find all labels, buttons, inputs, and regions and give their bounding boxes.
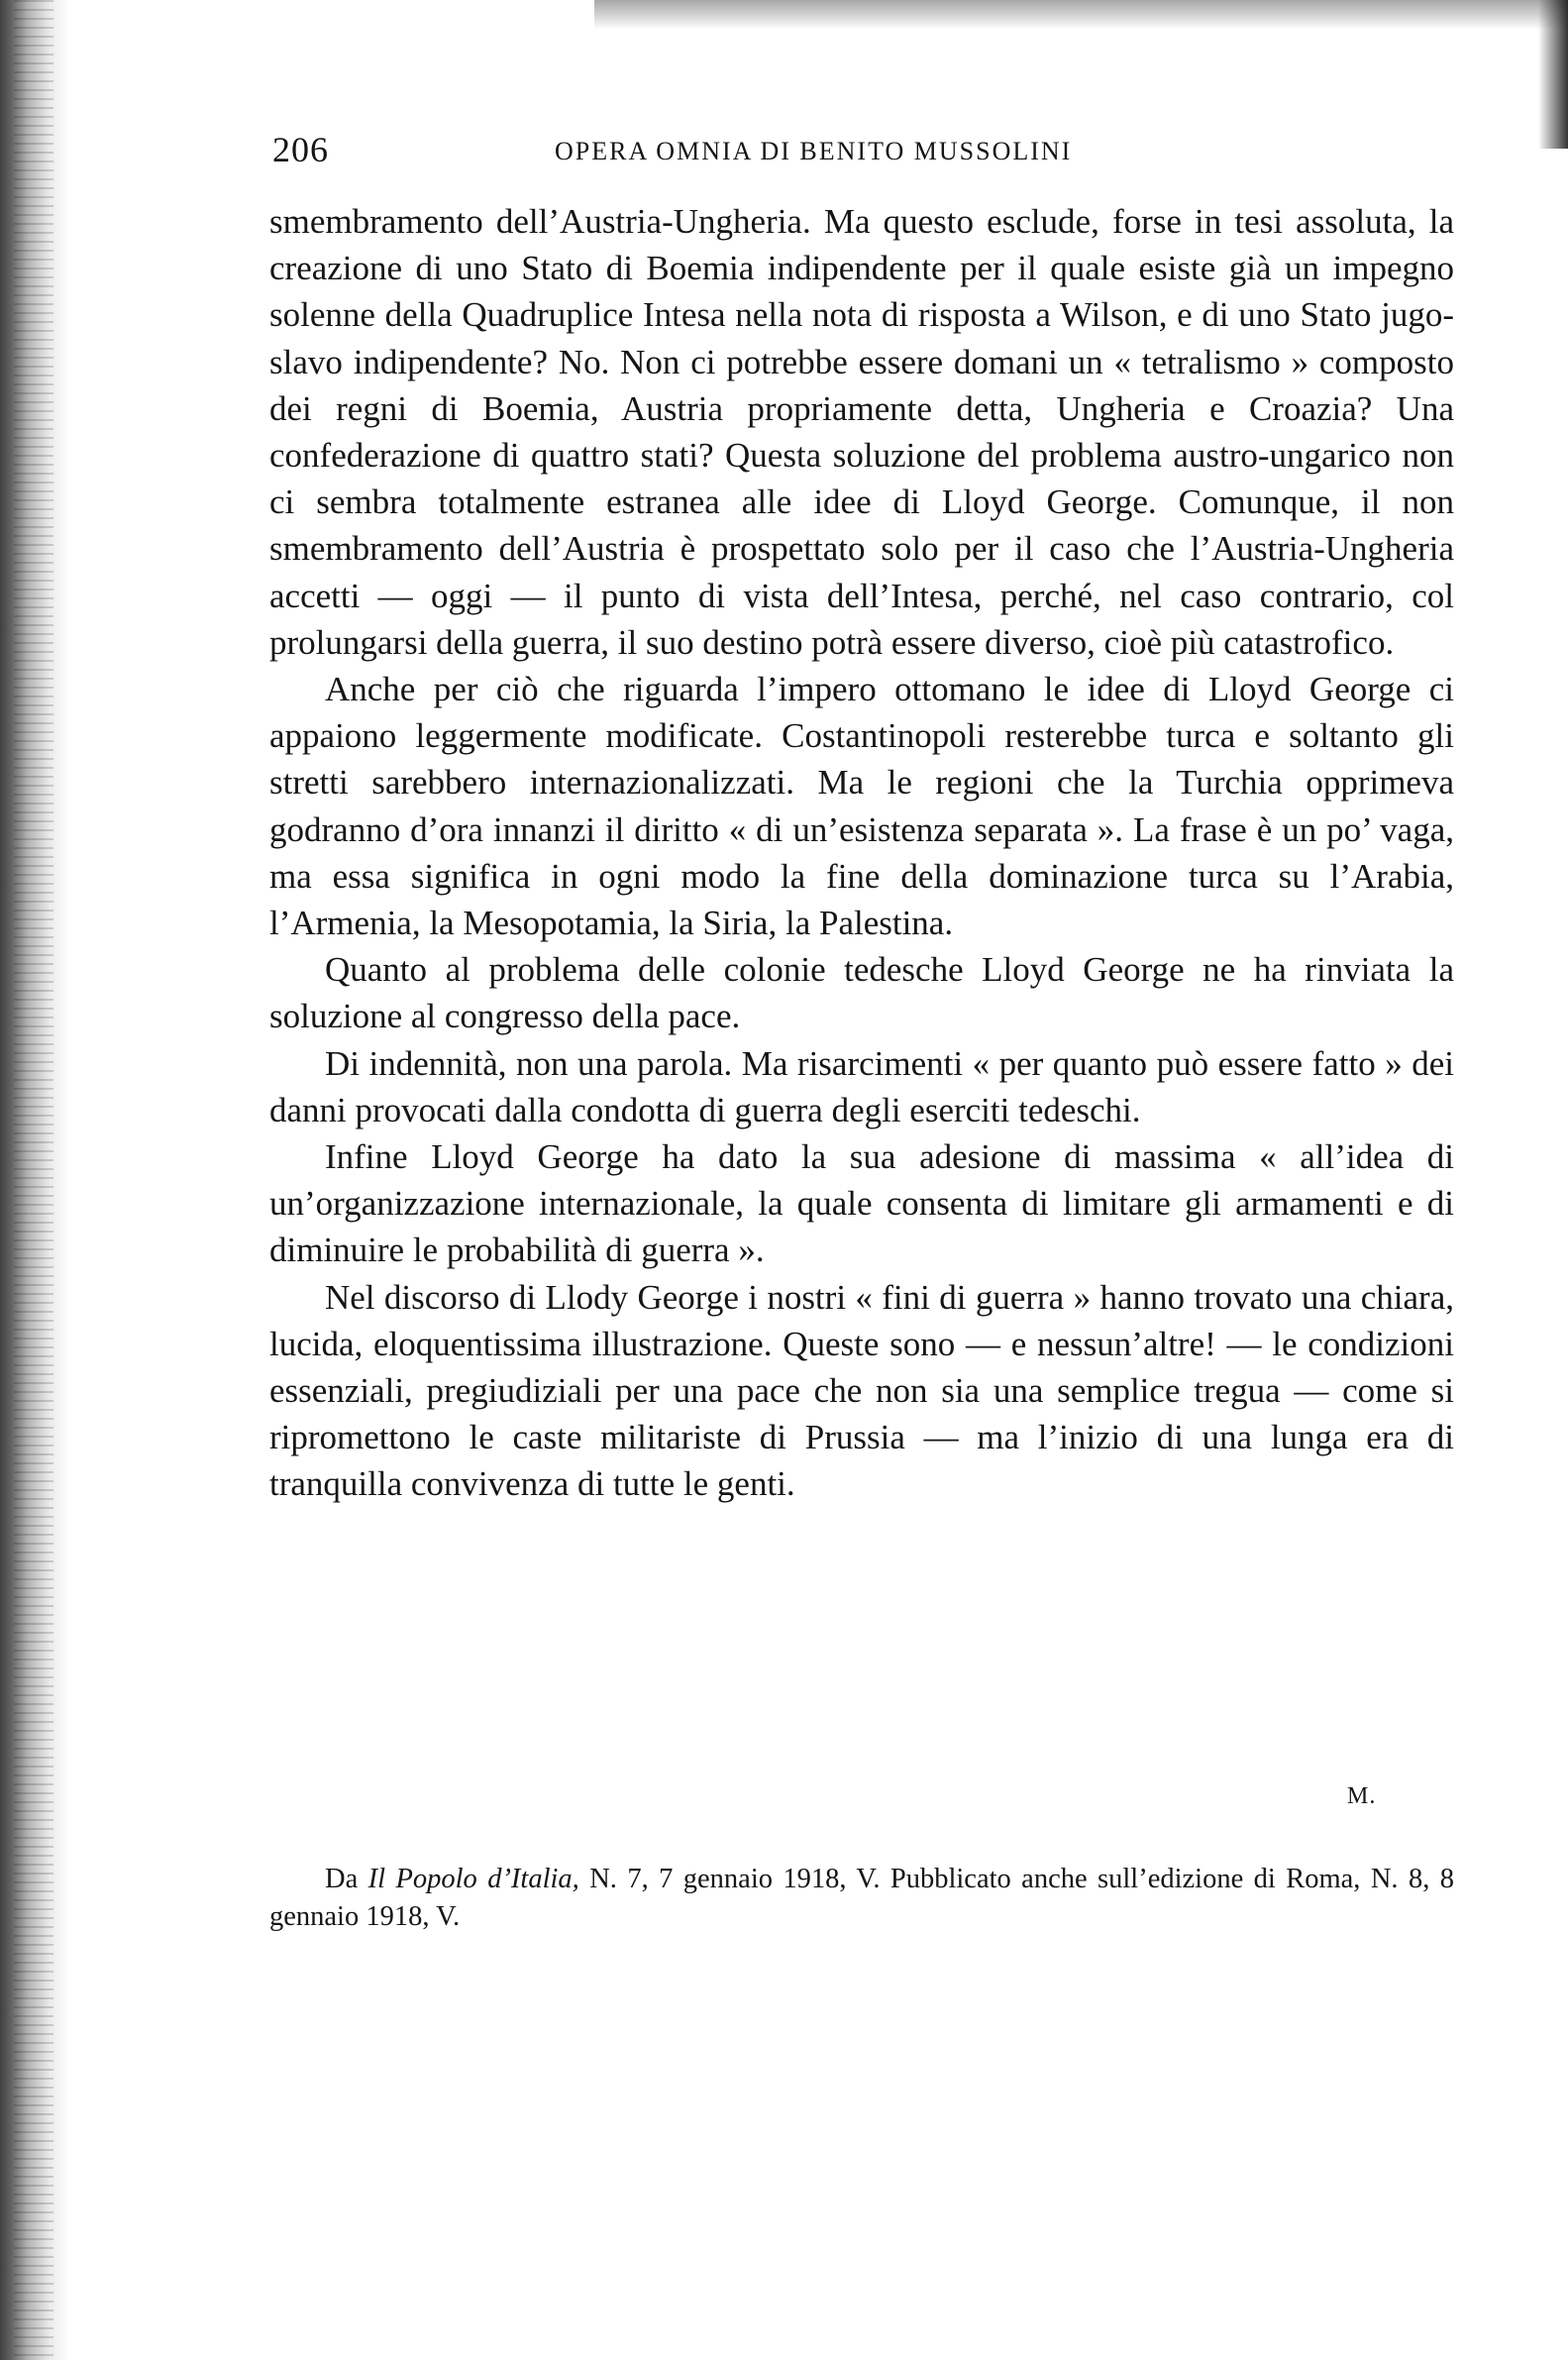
signature: M. bbox=[1347, 1783, 1377, 1809]
source-prefix: Da bbox=[325, 1864, 368, 1894]
paragraph: Anche per ciò che riguarda l’impero ottomano le idee di Lloyd George ci appaiono leggermente modificate. Costantinopoli resterebbe turca e soltanto gli stretti sarebbero internazionalizzati. Ma le regioni che la Turchia opprimeva godranno d’ora innanzi il diritto « di un’esistenza separata ». La frase è un po’ vaga, ma essa significa in ogni modo la fine della dominazione turca su l’Arabia, l’Armenia, la Mesopotamia, la Siria, la Palestina. bbox=[269, 670, 1454, 943]
paragraph: smembramento dell’Austria-Ungheria. Ma questo esclude, forse in tesi assoluta, la creazione di uno Stato di Boemia indipendente per il quale esiste già un impegno solenne della Quadruplice Intesa nella nota di risposta a Wilson, e di uno Stato jugo-slavo indipendente? No. Non ci potrebbe essere domani un « tetralismo » composto dei regni di Boemia, Austria propriamente detta, Ungheria e Croazia? Una confederazione di quattro stati? Questa soluzione del problema austro-ungarico non ci sembra totalmente estranea alle idee di Lloyd George. Comunque, il non smembramento dell’Austria è prospettato solo per il caso che l’Austria-Ungheria accetti — oggi — il punto di vista dell’Intesa, perché, nel caso contrario, col prolungarsi della guerra, il suo destino potrà essere diverso, cioè più catastrofico. bbox=[269, 202, 1454, 662]
binding-speckle bbox=[14, 0, 53, 2360]
paragraph: Quanto al problema delle colonie tedesche Lloyd George ne ha rinviata la soluzione al congresso della pace. bbox=[269, 950, 1454, 1036]
top-edge-shadow bbox=[594, 0, 1568, 30]
running-title: OPERA OMNIA DI BENITO MUSSOLINI bbox=[555, 137, 1073, 165]
running-head bbox=[272, 129, 1461, 178]
source-note bbox=[269, 1861, 1454, 1936]
source-note-text bbox=[269, 1861, 1454, 1936]
paragraph: Infine Lloyd George ha dato la sua adesione di massima « all’idea di un’organizzazione internazionale, la quale consenta di limitare gli armamenti e di diminuire le probabilità di guerra ». bbox=[269, 1137, 1454, 1270]
right-corner-shadow bbox=[1538, 0, 1568, 149]
newspaper-title: Il Popolo d’Italia, bbox=[367, 1864, 579, 1894]
source-details: N. 7, 7 gennaio 1918, V. Pubblicato anche sull’edizione di Roma, N. 8, 8 gennaio 1918, V. bbox=[269, 1864, 1454, 1932]
paragraph: Di indennità, non una parola. Ma risarcimenti « per quanto può essere fatto » dei danni provocati dalla condotta di guerra degli eserciti tedeschi. bbox=[269, 1043, 1454, 1129]
page-number: 206 bbox=[272, 130, 329, 169]
body-text bbox=[269, 198, 1454, 1508]
paragraph: Nel discorso di Llody George i nostri « fini di guerra » hanno trovato una chiara, lucida, eloquentissima illustrazione. Queste sono — e nessun’altre! — le condizioni essenziali, pregiudiziali per una pace che non sia una semplice tregua — come si ripromettono le caste militariste di Prussia — ma l’inizio di una lunga era di tranquilla convivenza di tutte le genti. bbox=[269, 1277, 1454, 1504]
